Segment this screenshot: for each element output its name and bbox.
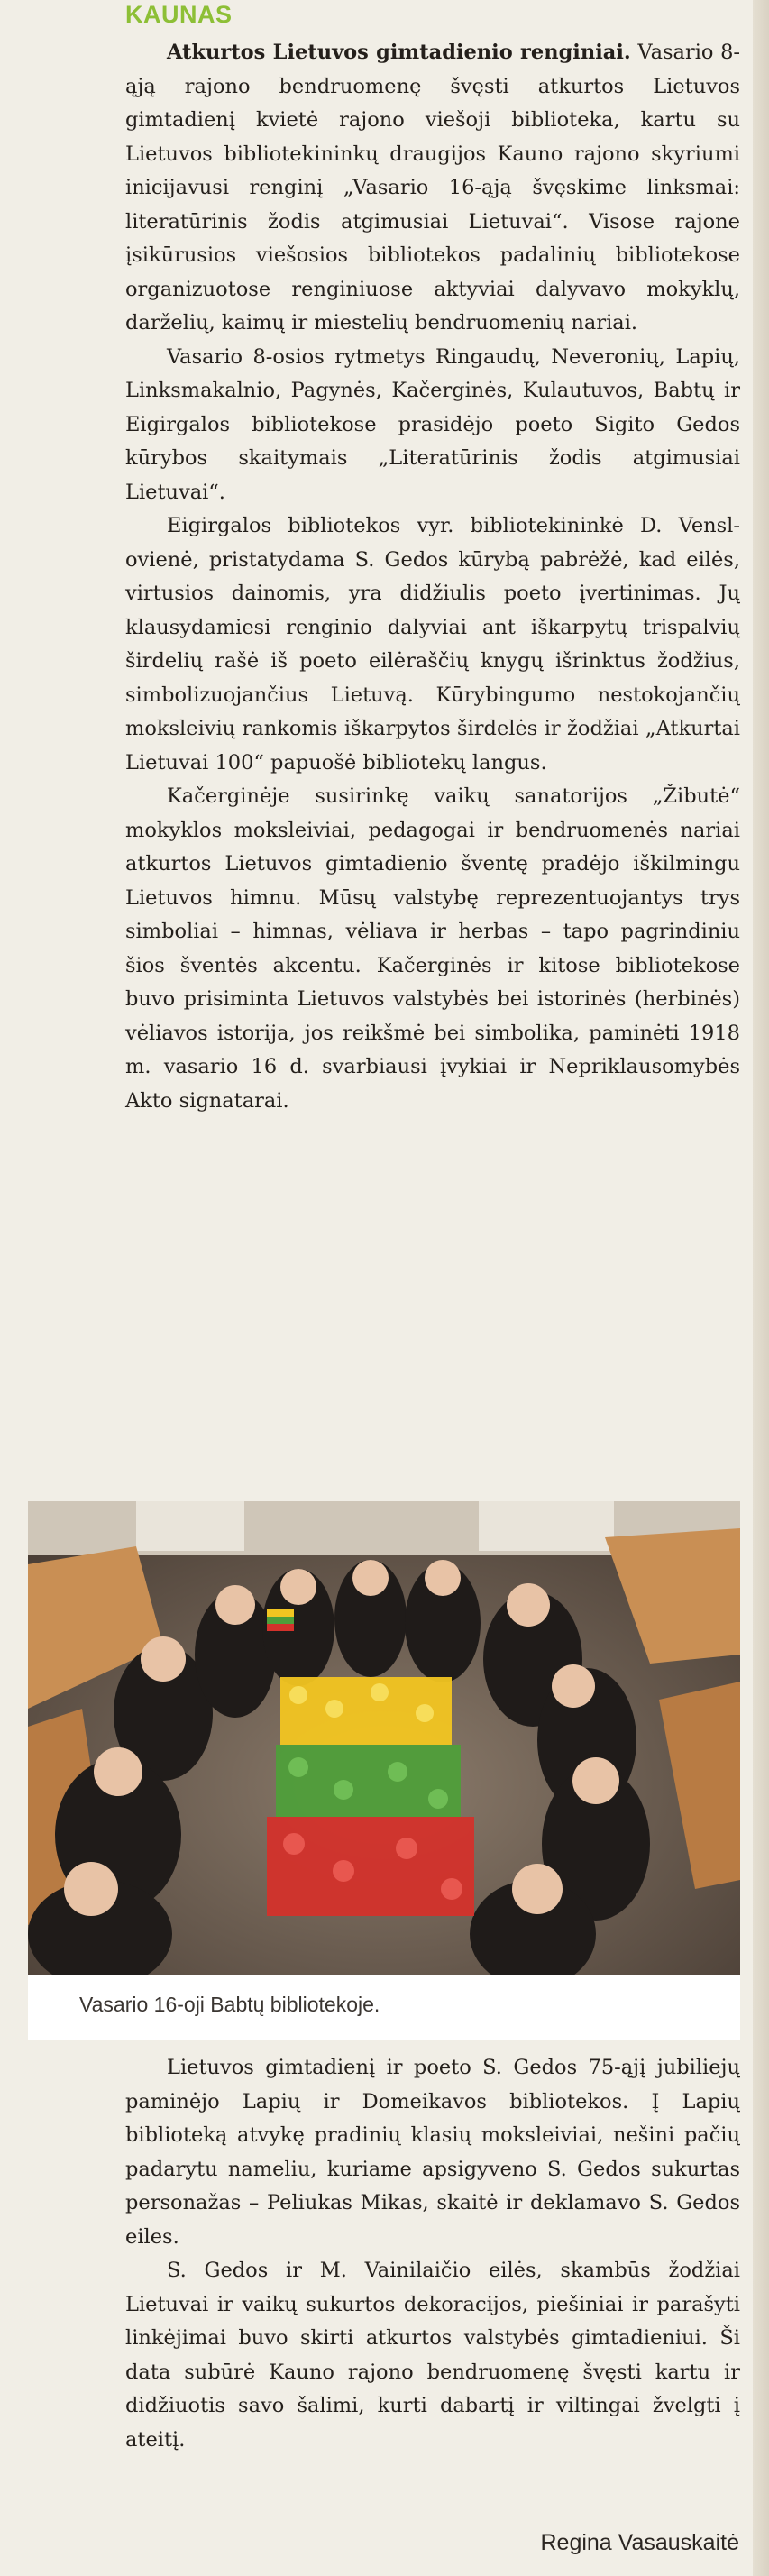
page-edge [753, 0, 769, 2576]
paragraph-4: Kačerginėje susirinkę vaikų sanatorijos „Žibutė“ mokyklos moksleiviai, pedagogai ir bendruomenės nariai atkurtos Lietuvos gimtadienio šventę pradėjo iškilmingu Lietuvos himnu. Mūsų valstybę reprezentuojantys trys simboliai – himnas, vėliava ir herbas – tapo pagrindiniu šios šventės akcentu. Kačerginės ir kitose bibliotekose buvo prisiminta Lietuvos valstybės bei istorinės (herbinės) vėliavos istorija, jos reikšmė bei simbolika, paminėti 1918 m. vasario 16 d. svarbiausi įvykiai ir Nepriklausomybės Akto signatarai. [125, 784, 740, 1113]
photo-caption: Vasario 16-oji Babtų bibliotekoje. [28, 1975, 740, 2040]
article-column-top [125, 36, 740, 1118]
paragraph-1 [125, 36, 740, 341]
section-label: KAUNAS [125, 1, 233, 28]
author-byline: Regina Vasauskaitė [540, 2530, 739, 2555]
article-photo [28, 1501, 740, 1975]
paragraph-1-body: Vasario 8-ąją rajono bendruomenę švęsti atkurtos Lietuvos gimtadienį kvietė rajono viešoji biblioteka, kartu su Lietuvos bibliotekininkų draugijos Kauno rajono skyriumi inicijavusi renginį „Vasario 16-ąją švęskime linksmai: literatūrinis žodis atgimusiai Lietuvai“. Visose rajone įsikūrusios viešosios bibliotekos padalinių bibliotekose organizuotose renginiuose aktyviai dalyvavo mokyklų, darželių, kaimų ir miestelių bendruomenių nariai. [125, 41, 741, 335]
paragraph-3: Eigirgalos bibliotekos vyr. bibliotekininkė D. Venslovienė, pristatydama S. Gedos kūrybą pabrėžė, kad eilės, virtusios dainomis, yra didžiulis poeto įvertinimas. Jų klausydamiesi renginio dalyviai ant iškarpytų trispalvių širdelių rašė iš poeto eilėraščių knygų išrinktus žodžius, simbolizuojančius Lietuvą. Kūrybingumo nestokojančių moksleivių rankomis iškarpytos širdelės ir žodžiai „Atkurtai Lietuvai 100“ papuošė bibliotekų langus. [125, 514, 740, 775]
paragraph-6: S. Gedos ir M. Vainilaičio eilės, skambūs žodžiai Lietuvai ir vaikų sukurtos dekoracijos, piešiniai ir parašyti linkėjimai buvo skirti atkurtos valstybės gimtadieniui. Ši data subūrė Kauno rajono bendruomenę švęsti kartu ir didžiuotis savo šalimi, kurti dabartį ir viltingai žvelgti į ateitį. [125, 2259, 740, 2452]
paragraph-2: Vasario 8-osios rytmetys Ringaudų, Neveronių, Lapių, Linksmakalnio, Pagynės, Kačerginės, Kulautuvos, Babtų ir Eigirgalos bibliotekose prasidėjo poeto Sigito Gedos kūrybos skaitymais „Literatūrinis žodis atgimusiai Lietuvai“. [125, 344, 740, 504]
article-title: Atkurtos Lietuvos gimtadienio renginiai. [167, 41, 631, 64]
article-column-bottom [125, 2051, 740, 2457]
paragraph-5: Lietuvos gimtadienį ir poeto S. Gedos 75-ąjį jubiliejų paminėjo Lapių ir Domeikavos bibliotekos. Į Lapių biblioteką atvykę pradinių klasių moksleiviai, nešini pačių padarytu nameliu, kuriame apsigyveno S. Gedos sukurtas personažas – Peliukas Mikas, skaitė ir deklamavo S. Gedos eiles. [125, 2056, 740, 2249]
